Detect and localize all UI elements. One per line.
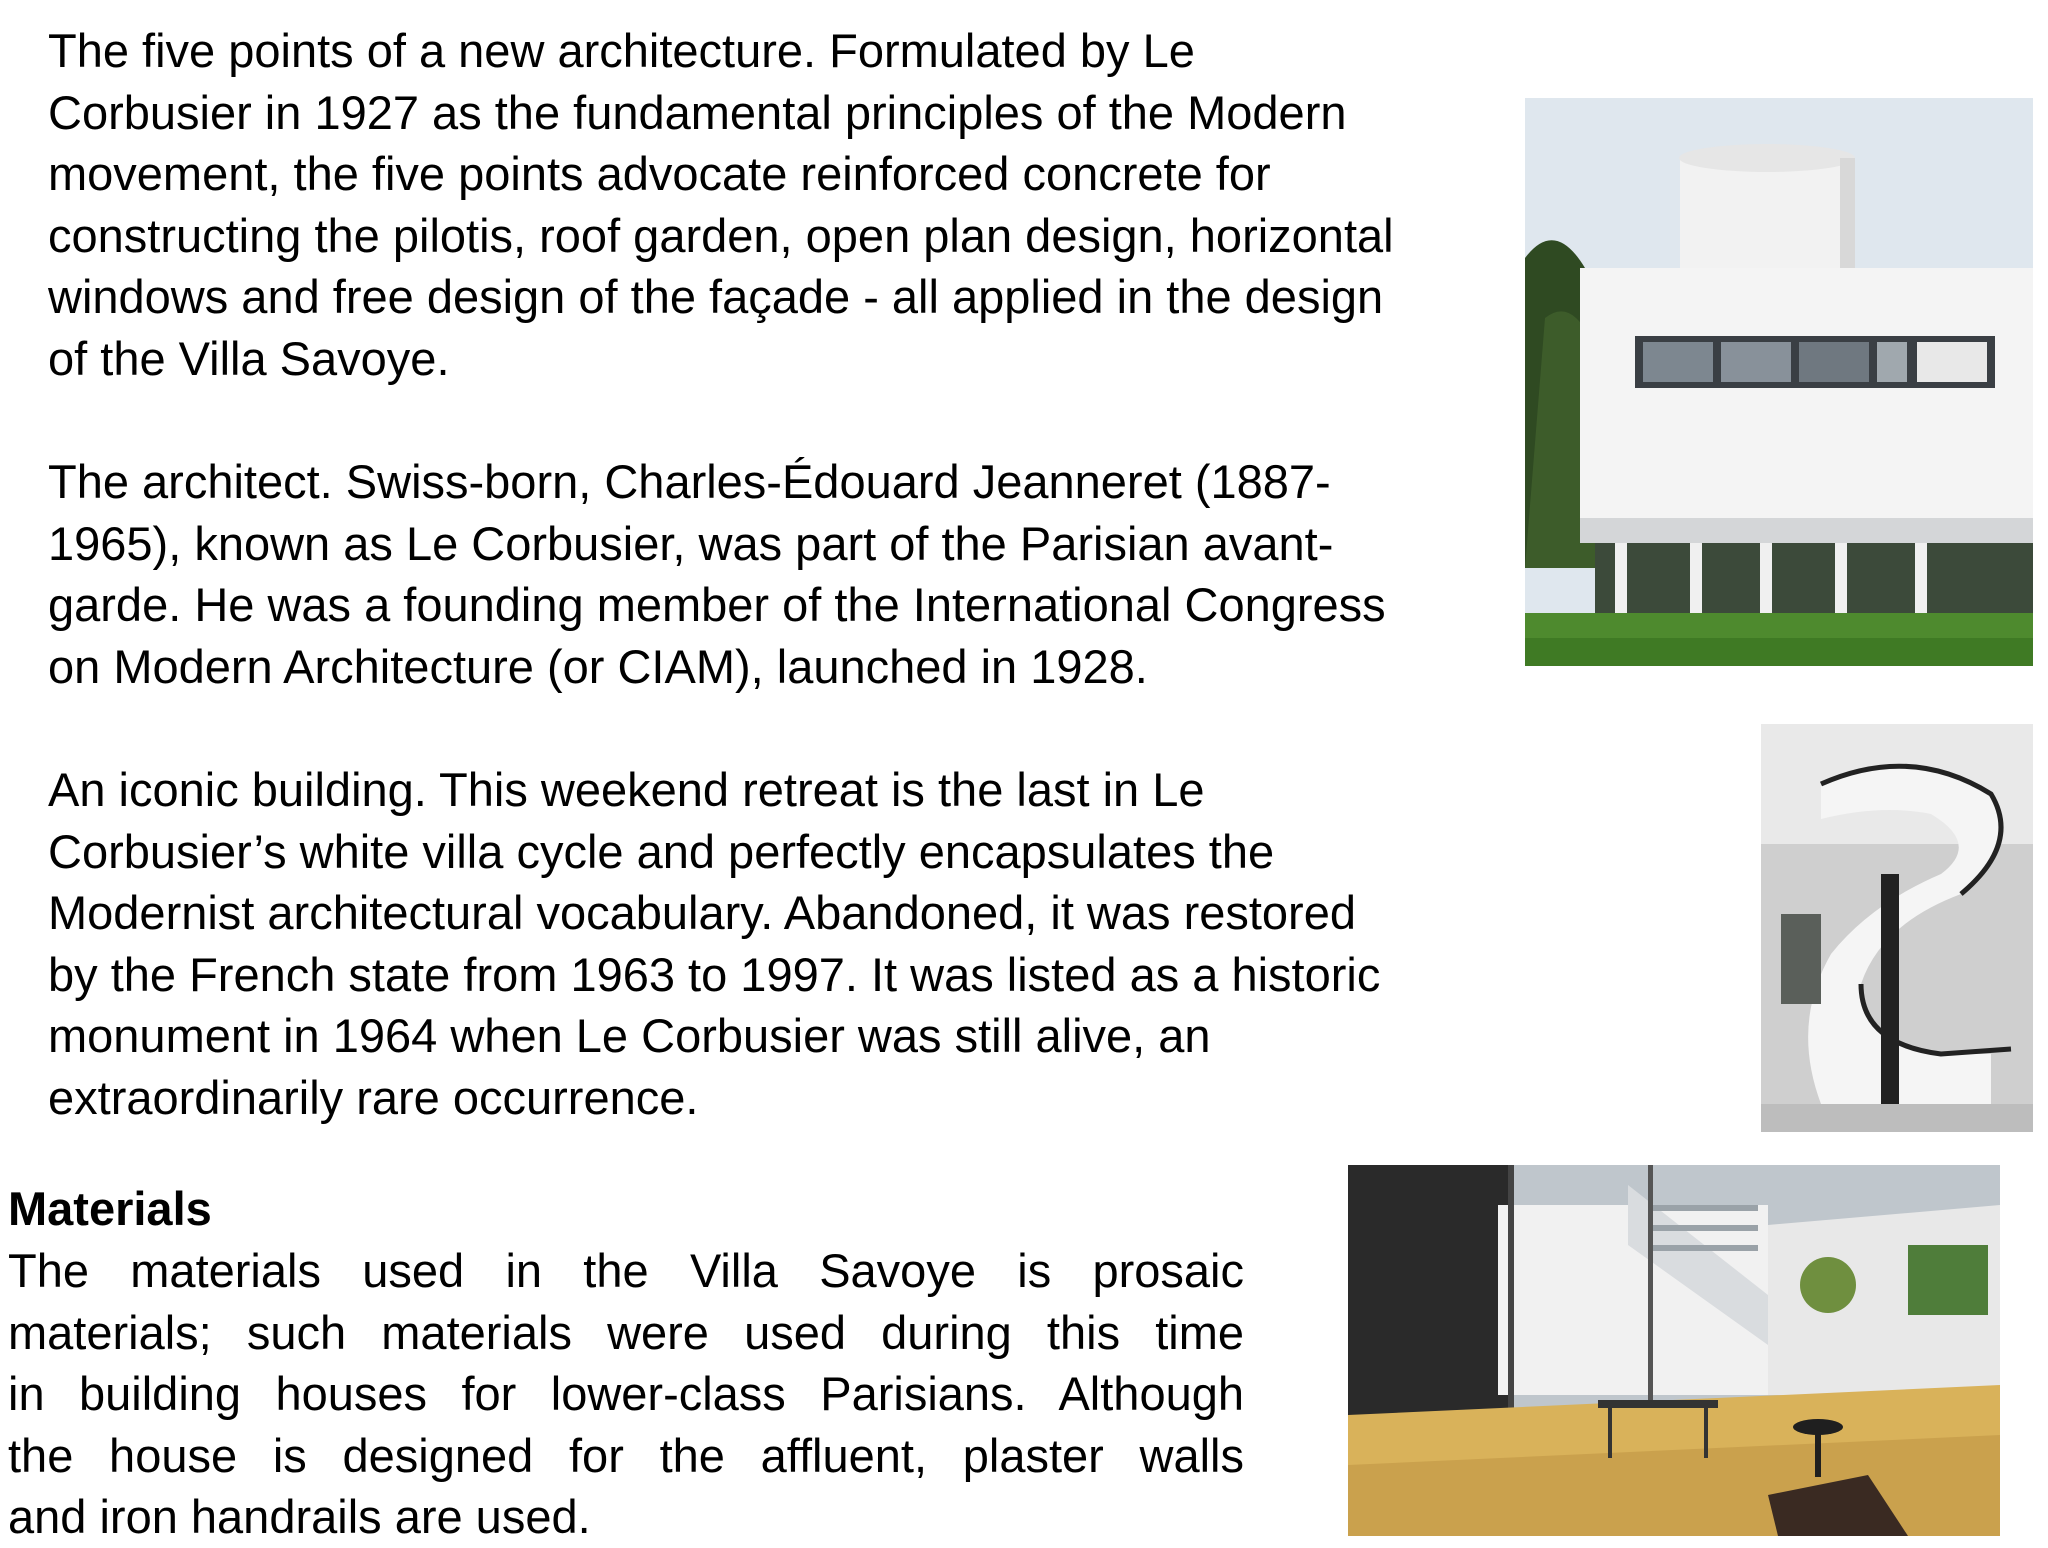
text-line: An iconic building. This weekend retreat is the last in Le (48, 763, 1205, 816)
text-line: 1965), known as Le Corbusier, was part of the Parisian avant- (48, 516, 1334, 570)
paragraph-architect (48, 451, 1528, 697)
text-line: monument in 1964 when Le Corbusier was still alive, an (48, 1009, 1211, 1062)
text-line: of the Villa Savoye. (48, 331, 450, 385)
text-line: constructing the pilotis, roof garden, open plan design, horizontal (48, 208, 1394, 262)
text-line: The five points of a new architecture. Formulated by Le (48, 24, 1195, 77)
text-line: extraordinarily rare occurrence. (48, 1070, 699, 1124)
materials-paragraph (8, 1240, 1244, 1548)
text-line: garde. He was a founding member of the International Congress (48, 578, 1386, 631)
text-line: windows and free design of the façade - all applied in the design (48, 270, 1384, 323)
text-line: The materials used in the Villa Savoye is prosaic (8, 1244, 1244, 1297)
text-line: Corbusier’s white villa cycle and perfectly encapsulates the (48, 824, 1275, 878)
text-line: in building houses for lower-class Parisians. Although (8, 1367, 1244, 1420)
text-line: by the French state from 1963 to 1997. It was listed as a historic (48, 947, 1381, 1001)
text-line: movement, the five points advocate reinforced concrete for (48, 147, 1271, 200)
text-line: Corbusier in 1927 as the fundamental principles of the Modern (48, 85, 1347, 139)
paragraph-five-points (48, 20, 1528, 389)
text-line: on Modern Architecture (or CIAM), launched in 1928. (48, 639, 1148, 693)
materials-heading: Materials (8, 1182, 212, 1235)
spiral-stair-photo (1761, 724, 2033, 1132)
text-line: materials; such materials were used during this time (8, 1305, 1244, 1359)
text-line: Modernist architectural vocabulary. Abandoned, it was restored (48, 886, 1356, 939)
paragraph-iconic-building (48, 759, 1528, 1128)
text-line: the house is designed for the affluent, plaster walls (8, 1428, 1244, 1482)
text-line: and iron handrails are used. (8, 1490, 591, 1543)
terrace-interior-photo (1348, 1165, 2000, 1536)
villa-exterior-photo (1525, 98, 2033, 666)
text-line: The architect. Swiss-born, Charles-Édouard Jeanneret (1887- (48, 455, 1331, 508)
